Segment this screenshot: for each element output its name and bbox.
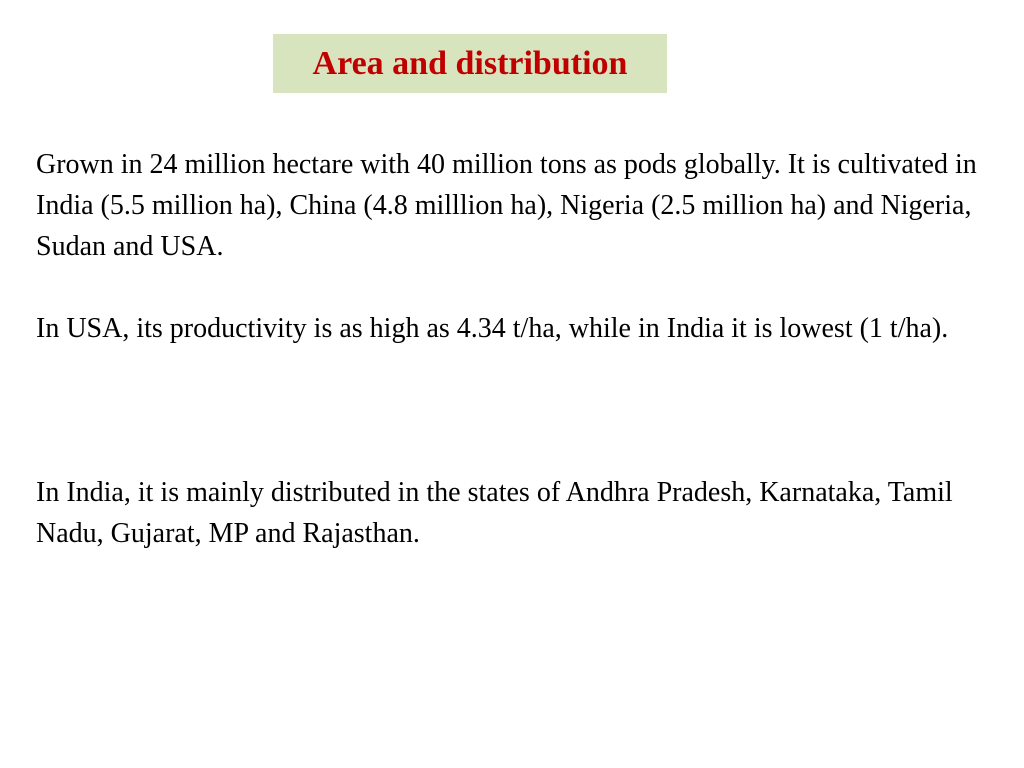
- slide-title: Area and distribution: [312, 44, 628, 82]
- title-box: [273, 34, 667, 93]
- paragraph-india-distribution: In India, it is mainly distributed in the states of Andhra Pradesh, Karnataka, Tamil Nadu, Gujarat, MP and Rajasthan.: [36, 477, 953, 549]
- paragraph-area-global: Grown in 24 million hectare with 40 million tons as pods globally. It is cultivated in India (5.5 million ha), China (4.8 milllion ha), Nigeria (2.5 million ha) and Nigeria, Sudan and USA.: [36, 149, 977, 262]
- paragraph-productivity: In USA, its productivity is as high as 4.34 t/ha, while in India it is lowest (1 t/ha).: [36, 313, 949, 344]
